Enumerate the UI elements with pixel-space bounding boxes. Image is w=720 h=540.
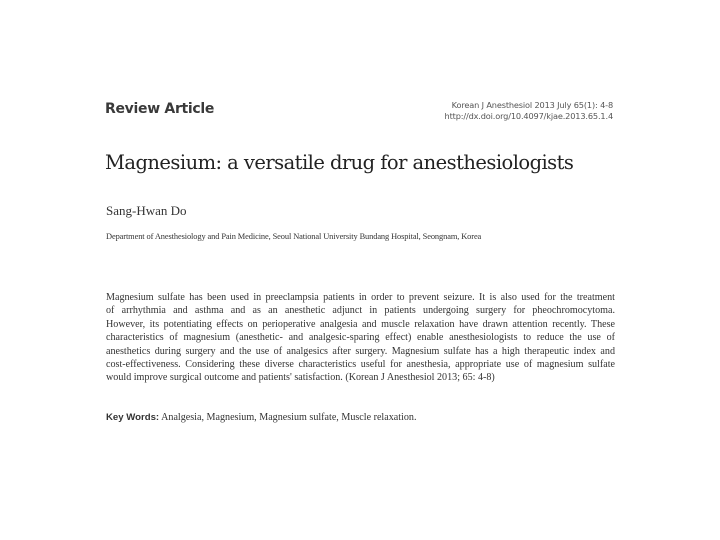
journal-citation-block	[373, 100, 613, 122]
article-type-label: Review Article	[105, 101, 215, 117]
doi-link[interactable]: http://dx.doi.org/10.4097/kjae.2013.65.1.4	[444, 111, 613, 121]
abstract-line: would improve surgical outcome and patients' satisfaction. (Korean J Anesthesiol 2013; 65: 4-8)	[106, 372, 495, 384]
abstract-line: Magnesium sulfate has been used in preeclampsia patients in order to prevent seizure. It is also used for the treatment	[106, 292, 615, 303]
keywords-text: Analgesia, Magnesium, Magnesium sulfate, Muscle relaxation.	[161, 412, 417, 423]
abstract-line: anesthetics during surgery and the use of analgesics after surgery. Magnesium sulfate has a high therapeutic index and	[106, 345, 615, 357]
author-affiliation: Department of Anesthesiology and Pain Medicine, Seoul National University Bundang Hospital, Seongnam, Korea	[106, 232, 482, 241]
article-title: Magnesium: a versatile drug for anesthesiologists	[105, 151, 574, 174]
abstract-line: characteristics of magnesium (anesthetic- and analgesic-sparing effect) enable anesthesiologists to reduce the use of	[106, 332, 615, 344]
author-name: Sang-Hwan Do	[106, 203, 187, 218]
abstract-line: cost-effectiveness. Considering these diverse characteristics useful for anesthesia, appropriate use of magnesium sulfate	[106, 359, 615, 371]
keywords	[106, 412, 416, 423]
abstract-line: of arrhythmia and asthma and as an anesthetic adjunct in patients undergoing surgery for pheochromocytoma.	[106, 305, 615, 317]
abstract-line: However, its potentiating effects on perioperative analgesia and muscle relaxation have drawn attention recently. These	[106, 318, 615, 330]
abstract	[106, 291, 615, 385]
journal-citation: Korean J Anesthesiol 2013 July 65(1): 4-8	[451, 100, 613, 110]
keywords-label: Key Words:	[106, 412, 160, 423]
